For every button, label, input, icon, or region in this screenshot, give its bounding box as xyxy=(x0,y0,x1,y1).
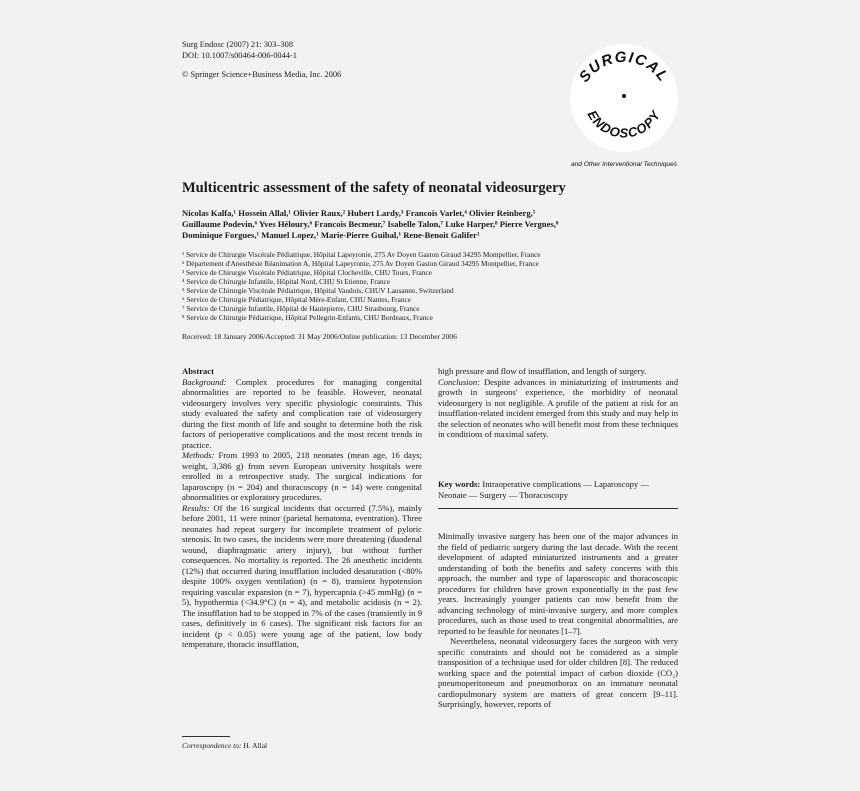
abstract-heading: Abstract xyxy=(182,366,214,376)
logo-word-top: SURGICAL xyxy=(575,48,673,86)
footnote-rule xyxy=(182,736,230,737)
affiliation: ⁸ Service de Chirurgie Pédiatrique, Hôpital Pellegrin-Enfants, CHU Bordeaux, France xyxy=(182,313,433,322)
affiliation: ³ Service de Chirurgie Viscérale Pédiatrique, Hôpital Clocheville, CHU Tours, France xyxy=(182,268,432,277)
author-line: Guillaume Podevin,⁶ Yves Héloury,⁶ Francois Becmeur,⁷ Isabelle Talon,⁷ Luke Harper,⁸ Pierre Vergnes,⁸ xyxy=(182,219,559,230)
abstract-left-column xyxy=(182,366,422,650)
abstract-right-column xyxy=(438,366,678,440)
logo-tagline: and Other Interventional Techniques xyxy=(570,161,678,168)
journal-citation: Surg Endosc (2007) 21: 303–308 xyxy=(182,40,294,49)
body-paragraph: Minimally invasive surgery has been one of the major advances in the field of pediatric surgery during the last decade. With the recent development of adapted miniaturized instruments and a greater understanding of both the benefits and safety concerns with this approach, the number and type of laparoscopic and thoracoscopic procedures for children have grown exponentially in the past few years. Increasingly younger patients can now benefit from the advancing technology of mini-invasive surgery, and more complex procedures, such as those used to treat congenital abnormalities, are reported to be feasible for neonates [1–7]. xyxy=(438,531,678,636)
results-text: Of the 16 surgical incidents that occurred (7.5%), mainly before 2001, 11 were minor (parietal hematoma, eventration). Three neonates had repeat surgery for incomplete treatment of pyloric stenosis. In two cases, the incidents were more threatening (duodenal wound, diaphragmatic artery injury), but without further consequences. No mortality is reported. The 26 anesthetic incidents (12%) that occurred during insufflation included desaturation (<80% despite 100% oxygen ventilation) (n = 8), transient hypotension requiring vascular expansion (n = 7), hypercapnia (>45 mmHg) (n = 5), hypothermia (<34.9°C) (n = 4), and metabolic acidosis (n = 2). The insufflation had to be stopped in 7% of the cases (transiently in 9 cases, definitively in 6 cases). The significant risk factors for an incident (p < 0.05) were young age of the patient, low body temperature, thoracic insufflation, xyxy=(182,502,422,649)
body-text xyxy=(438,531,678,710)
affiliation: ⁷ Service de Chirurgie Infantile, Hôpital de Hautepierre, CHU Strasbourg, France xyxy=(182,304,420,313)
abstract-methods xyxy=(182,450,422,503)
abstract-background xyxy=(182,377,422,451)
body-paragraph: Nevertheless, neonatal videosurgery faces the surgeon with very specific constraints and should not be considered as a simple transposition of a technique used for older children [8]. The reduced working space and the potential impact of carbon dioxide (CO₂) pneumoperitoneum and pneumothorax on an immature neonatal cardiopulmonary system are matters of great concern [9–11]. Surprisingly, however, reports of xyxy=(438,636,678,709)
keywords xyxy=(438,479,678,500)
journal-logo xyxy=(566,40,682,170)
received-dates: Received: 18 January 2006/Accepted: 31 May 2006/Online publication: 13 December 2006 xyxy=(182,332,457,341)
keywords-label: Key words: xyxy=(438,479,481,489)
author-list xyxy=(182,208,652,242)
journal-header xyxy=(182,40,297,61)
abstract-results xyxy=(182,503,422,650)
keywords-rule xyxy=(438,508,678,509)
results-continued: high pressure and flow of insufflation, and length of surgery. xyxy=(438,366,647,376)
keywords-text: Intraoperative complications — Laparoscopy — Neonate — Surgery — Thoracoscopy xyxy=(438,479,649,500)
correspondence xyxy=(182,741,267,750)
correspondence-label: Correspondence to: xyxy=(182,741,242,750)
abstract-conclusion xyxy=(438,377,678,440)
methods-text: From 1993 to 2005, 218 neonates (mean age, 16 days; weight, 3,386 g) from seven European university hospitals were enrolled in a retrospective study. The surgical indications for laparoscopy (n = 204) and thoracoscopy (n = 14) were congenital abnormalities or exploratory procedures. xyxy=(182,450,422,502)
background-label: Background: xyxy=(182,376,227,387)
affiliation: ² Département d'Anesthésie Réanimation A, Hôpital Lapeyronie, 275 Av Doyen Gaston Giraud 34295 Montpellier, France xyxy=(182,259,539,268)
logo-word-bottom: ENDOSCOPY xyxy=(584,107,664,141)
article-title: Multicentric assessment of the safety of neonatal videosurgery xyxy=(182,180,566,196)
affiliation: ⁶ Service de Chirurgie Pédiatrique, Hôpital Mère-Enfant, CHU Nantes, France xyxy=(182,295,411,304)
correspondence-name: H. Allal xyxy=(241,741,268,750)
author-line: Dominique Forgues,¹ Manuel Lopez,¹ Marie-Pierre Guibal,¹ Rene-Benoit Galifer¹ xyxy=(182,230,480,241)
conclusion-label: Conclusion: xyxy=(438,376,481,387)
author-line: Nicolas Kalfa,¹ Hossein Allal,¹ Olivier Raux,² Hubert Lardy,³ Francois Varlet,⁴ Olivier Reinberg,⁵ xyxy=(182,208,536,218)
results-label: Results: xyxy=(182,502,210,513)
background-text: Complex procedures for managing congenital abnormalities are reported to be feasible. However, neonatal videosurgery involves very specific physiologic constraints. This study evaluated the safety and complication rate of videosurgery during the first month of life and sought to determine both the risk factors of perioperative complications and the most recent trends in practice. xyxy=(182,376,422,450)
affiliation: ⁵ Service de Chirurgie Viscérale Pédiatrique, Hôpital Vaudois, CHUV Lausanne, Switzerland xyxy=(182,286,454,295)
conclusion-text: Despite advances in miniaturizing of instruments and growth in surgeons' experience, the morbidity of neonatal videosurgery is not negligible. A profile of the patient at risk for an insufflation-related incident emerged from this study and may help in the selection of neonates who will benefit most from these techniques in conditions of maximal safety. xyxy=(438,376,678,439)
affiliation: ¹ Service de Chirurgie Viscérale Pédiatrique, Hôpital Lapeyronie, 275 Av Doyen Gaston Giraud 34295 Montpellier, France xyxy=(182,250,541,259)
doi: DOI: 10.1007/s00464-006-0044-1 xyxy=(182,50,297,60)
methods-label: Methods: xyxy=(182,450,215,460)
affiliation: ⁴ Service de Chirurgie Infantile, Hôpital Nord, CHU St Etienne, France xyxy=(182,277,391,286)
logo-center-dot xyxy=(622,94,626,98)
copyright: © Springer Science+Business Media, Inc. 2006 xyxy=(182,70,342,79)
affiliation-list xyxy=(182,250,652,322)
